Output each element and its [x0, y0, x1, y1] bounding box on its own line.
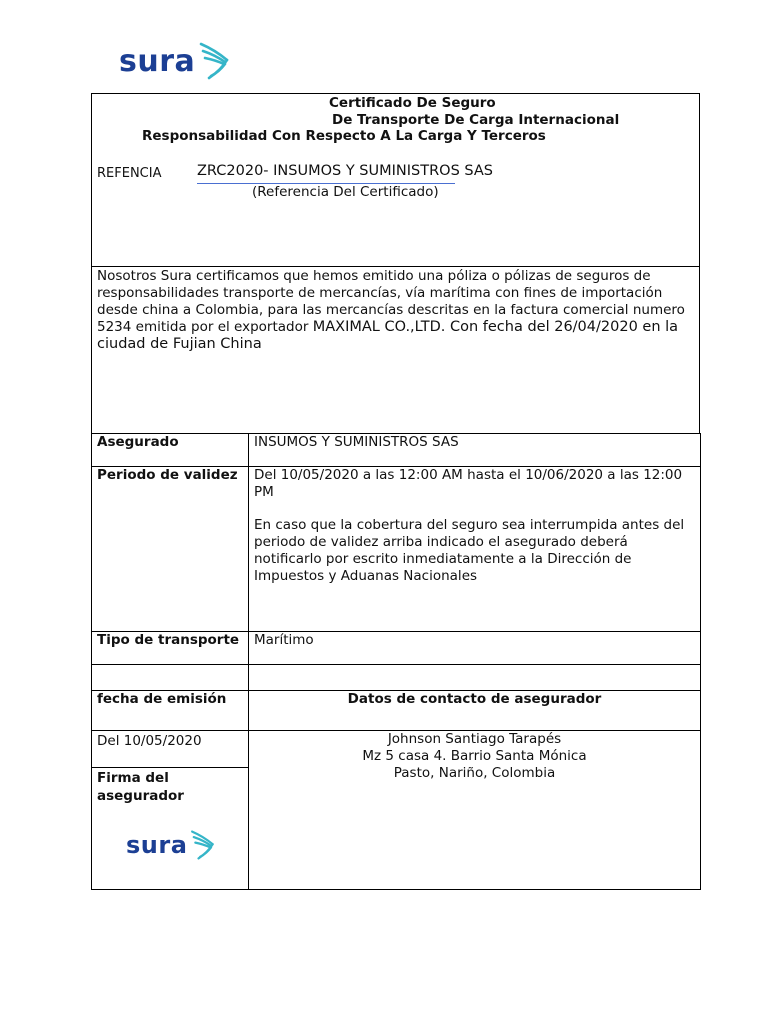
asegurado-value: INSUMOS Y SUMINISTROS SAS — [249, 434, 701, 467]
statement-text — [97, 268, 695, 353]
emision-value: Del 10/05/2020 — [92, 731, 248, 768]
transporte-label: Tipo de transporte — [92, 632, 249, 665]
logo-text: sura — [126, 831, 188, 859]
certification-statement — [91, 266, 700, 434]
sura-wing-icon — [197, 40, 235, 82]
contacto-header: Datos de contacto de asegurador — [249, 691, 701, 731]
table-row — [92, 632, 701, 665]
table-row — [92, 467, 701, 632]
reference-label: REFENCIA — [97, 166, 162, 181]
transporte-value: Marítimo — [249, 632, 701, 665]
contact-address: Mz 5 casa 4. Barrio Santa Mónica — [362, 748, 587, 764]
emision-label: fecha de emisión — [92, 691, 249, 731]
table-row — [92, 691, 701, 731]
signature-logo — [126, 828, 219, 862]
title-line-1: Certificado De Seguro — [329, 95, 496, 111]
periodo-note: En caso que la cobertura del seguro sea interrumpida antes del periodo de validez arriba indicado el asegurado deberá notificarlo por escrito inmediatamente a la Dirección de Impuestos y Aduanas Nacionales — [254, 517, 685, 584]
asegurado-label: Asegurado — [92, 434, 249, 467]
sura-wing-icon — [189, 828, 219, 862]
certificate-details-table — [91, 433, 701, 890]
logo-text: sura — [119, 43, 196, 79]
table-row — [92, 665, 701, 691]
table-row — [92, 731, 701, 890]
empty-cell — [92, 665, 249, 691]
contact-city: Pasto, Nariño, Colombia — [393, 765, 556, 781]
periodo-cell — [249, 467, 701, 632]
emision-firma-cell — [92, 731, 249, 890]
statement-part-2: MAXIMAL CO.,LTD. Con fecha del 26/04/2020 en la ciudad de Fujian China — [97, 319, 679, 352]
empty-cell — [249, 665, 701, 691]
sura-logo — [119, 40, 235, 82]
periodo-label: Periodo de validez — [92, 467, 249, 632]
certificate-header — [91, 93, 700, 267]
firma-label: Firma del asegurador — [97, 770, 184, 804]
reference-caption: (Referencia Del Certificado) — [252, 184, 439, 200]
title-line-2: De Transporte De Carga Internacional — [332, 112, 620, 128]
title-line-3: Responsabilidad Con Respecto A La Carga Y Terceros — [142, 128, 546, 144]
periodo-value: Del 10/05/2020 a las 12:00 AM hasta el 10/06/2020 a las 12:00 PM — [254, 467, 683, 500]
table-row — [92, 434, 701, 467]
contact-name: Johnson Santiago Tarapés — [387, 731, 562, 747]
contact-details — [249, 731, 701, 890]
reference-value: ZRC2020- INSUMOS Y SUMINISTROS SAS — [197, 163, 493, 179]
statement-part-1: Nosotros Sura certificamos que hemos emitido una póliza o pólizas de seguros de responsabilidades transporte de mercancías, vía marítima con fines de importación desde china a Colombia, para las mercancías descritas en la factura comercial numero 5234 emitida por el exportador — [97, 268, 685, 335]
